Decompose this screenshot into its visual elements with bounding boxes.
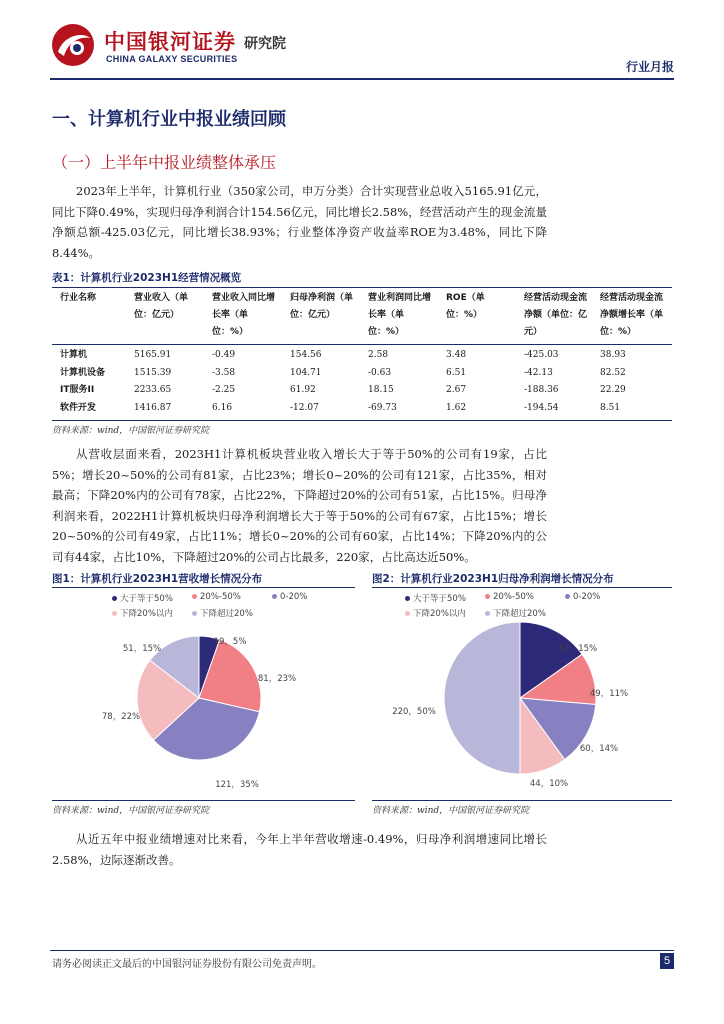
legend-label: 下降超过20% [200,609,253,619]
pie-data-label: 67，15% [558,644,598,654]
table-header-cell: 位：%） [368,327,405,337]
pie-data-label: 19，5% [213,637,247,647]
legend-swatch [272,594,277,599]
figure1-pie-chart [52,626,355,796]
report-type: 行业月报 [625,60,674,74]
paragraph-summary: 2023年上半年，计算机行业（350家公司，申万分类）合计实现营业总收入5165.91亿元，同比下降0.49%，实现归母净利润合计154.56亿元，同比增长2.58%，经营活动产生的现金流量净额总额-425.03亿元，同比增长38.93%；行业整体净资产收益率ROE为3.48%，同比下降8.44%。 [52,184,547,260]
paragraph-distribution: 从营收层面来看，2023H1计算机板块营业收入增长大于等于50%的公司有19家，占比5%；增长20~50%的公司有81家，占比23%；增长0~20%的公司有121家，占比35%，相对最高；下降20%内的公司有78家，占比22%，下降超过20%的公司有51家，占比15%。归母净利润来看，2022H1计算机板块归母净利润增长大于等于50%的公司有67家，占比15%；增长20~50%的公司有49家，占比11%；增长0~20%的公司有60家，占比14%；下降20%内的公司有44家，占比10%，下降超过20%的公司占比最多，220家，占比高达近50%。 [52,447,547,564]
legend-swatch [112,596,117,601]
table-header-cell: 长率（单 [212,310,249,320]
legend-item [192,592,241,602]
table-cell: 8.51 [600,402,621,413]
table-header-cell: 位：%） [446,310,483,320]
table-cell: 6.16 [212,402,233,413]
table-cell: 6.51 [446,367,467,378]
table-cell: 1416.87 [134,402,172,413]
table-cell: -69.73 [368,402,397,413]
table-cell: 2233.65 [134,385,172,395]
table-header-cell: 位：%） [600,327,637,337]
legend-swatch [405,596,410,601]
table-cell: 22.29 [600,385,626,395]
table-cell: 3.48 [446,350,467,360]
logo-chinese-name: 中国银河证券 [104,30,236,54]
legend-label: 下降20%以内 [413,609,466,619]
figure2-title: 图2：计算机行业2023H1归母净利润增长情况分布 [372,573,614,585]
table-header-cell: 营业收入（单 [134,293,189,303]
header-divider [50,78,674,80]
table-header-cell: 元） [524,327,543,337]
table-cell: 82.52 [600,367,626,378]
figure1-source: 资料来源：wind，中国银河证券研究院 [52,806,210,816]
figure2-source: 资料来源：wind，中国银河证券研究院 [372,806,530,816]
figure2-top-rule [372,587,672,588]
table-cell: 18.15 [368,385,394,395]
figure1-top-rule [52,587,355,588]
table-header-cell: 营业利润同比增 [368,293,432,303]
legend-label: 20%-50% [493,592,534,602]
table-cell: 1.62 [446,402,467,413]
legend-swatch [192,611,197,616]
table-cell: 2.58 [368,350,389,360]
legend-item [405,592,466,604]
table-header-cell: 净额增长率（单 [600,310,664,320]
pie-slice [444,622,520,774]
legend-label: 下降超过20% [493,609,546,619]
table-cell: 38.93 [600,350,626,360]
table-cell: 61.92 [290,385,316,395]
table-cell: 5165.91 [134,350,172,360]
logo-english-name: CHINA GALAXY SECURITIES [106,54,238,64]
pie-data-label: 60，14% [579,744,619,754]
table-bottom-rule [52,420,672,421]
table-cell: 154.56 [290,350,322,360]
table-cell: -425.03 [524,350,559,360]
table-cell: -2.25 [212,385,236,395]
table-header-cell: 经营活动现金流 [524,293,588,303]
table-header-cell: 营业收入同比增 [212,293,276,303]
legend-swatch [485,594,490,599]
pie-data-label: 49，11% [589,689,629,699]
table-header-cell: 行业名称 [60,293,97,303]
pie-data-label: 44，10% [529,779,569,789]
table-header-cell: 经营活动现金流 [600,293,664,303]
table-cell: -12.07 [290,402,319,413]
table-cell: -0.49 [212,350,236,360]
table-top-rule [52,287,672,288]
paragraph-trend: 从近五年中报业绩增速对比来看，今年上半年营收增速-0.49%，归母净利润增速同比增长2.58%，边际逐渐改善。 [52,832,547,867]
legend-item [565,592,600,602]
table-source: 资料来源：wind，中国银河证券研究院 [52,426,210,436]
table-header-rule [52,344,672,345]
table-header-cell: 归母净利润（单 [290,293,354,303]
table-cell: -3.58 [212,367,236,378]
table-header-cell: 位：亿元） [290,310,336,320]
footer-disclaimer: 请务必阅读正文最后的中国银河证券股份有限公司免责声明。 [52,959,322,970]
table-header-cell: ROE（单 [446,293,485,303]
table-cell: 1515.39 [134,367,172,378]
legend-label: 下降20%以内 [120,609,173,619]
table-cell: -0.63 [368,367,392,378]
legend-item [192,607,253,619]
legend-label: 20%-50% [200,592,241,602]
table-header-cell: 位：%） [212,327,249,337]
pie-data-label: 121，35% [215,780,259,790]
subsection-heading: （一）上半年中报业绩整体承压 [52,153,277,172]
table-cell: -194.54 [524,402,559,413]
pie-data-label: 78，22% [101,712,141,722]
legend-swatch [192,594,197,599]
page-number: 5 [660,953,674,969]
legend-item [112,592,173,604]
legend-label: 0-20% [280,592,308,602]
pie-data-label: 220，50% [392,707,436,717]
galaxy-logo-icon [50,22,96,68]
figure1-bottom-rule [52,800,355,801]
table-header-cell: 位：亿元） [134,310,180,320]
table-cell: -42.13 [524,367,553,378]
figure2-bottom-rule [372,800,672,801]
legend-swatch [565,594,570,599]
table-title: 表1：计算机行业2023H1经营情况概览 [52,272,242,284]
table-header-cell: 净额（单位：亿 [524,310,588,320]
logo-department: 研究院 [244,36,286,52]
pie-data-label: 51，15% [122,644,162,654]
table-cell: 2.67 [446,385,467,395]
legend-item [112,607,173,619]
table-row-name: 计算机设备 [60,367,106,378]
legend-item [272,592,307,602]
table-cell: 104.71 [290,367,322,378]
legend-swatch [112,611,117,616]
table-header-cell: 长率（单 [368,310,405,320]
section-heading: 一、计算机行业中报业绩回顾 [52,109,286,130]
pie-data-label: 81，23% [257,674,297,684]
table-cell: -188.36 [524,385,559,395]
figure1-title: 图1：计算机行业2023H1营收增长情况分布 [52,573,263,585]
table-row-name: 计算机 [60,350,88,360]
legend-label: 大于等于50% [413,594,466,604]
figure2-pie-chart [372,616,672,796]
footer-divider [50,950,674,951]
legend-label: 0-20% [573,592,601,602]
table-row-name: 软件开发 [60,402,97,413]
table-row-name: IT服务II [60,385,95,395]
legend-label: 大于等于50% [120,594,173,604]
legend-item [485,592,534,602]
